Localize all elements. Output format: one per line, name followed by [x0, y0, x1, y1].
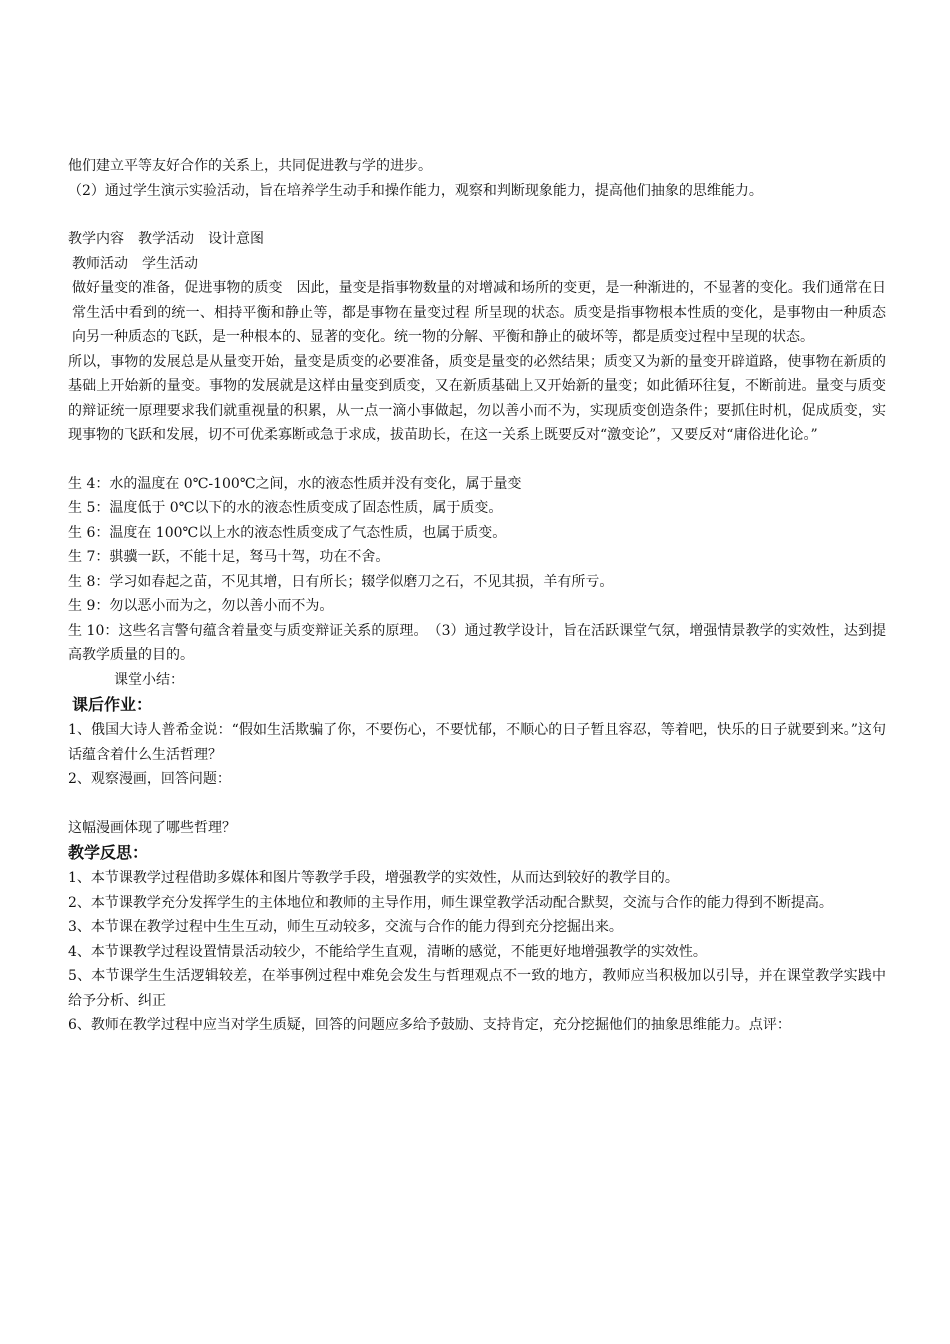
reflection-heading: 教学反思：	[68, 843, 149, 862]
student-line-7: 生 7：骐骥一跃，不能十足，驽马十驾，功在不舍。	[68, 549, 390, 565]
student-line-9: 生 9：勿以恶小而为之，勿以善小而不为。	[68, 598, 334, 614]
intro-line-2: （2）通过学生演示实验活动，旨在培养学生动手和操作能力，观察和判断现象能力，提高他们抽象的思维能力。	[68, 182, 763, 199]
intro-line-1: 他们建立平等友好合作的关系上，共同促进教与学的进步。	[68, 158, 432, 174]
reflection-item-5: 5、本节课学生生活逻辑较差，在举事例过程中难免会发生与哲理观点不一致的地方，教师应当积极加以引导，并在课堂教学实践中给予分析、纠正	[68, 968, 886, 1009]
main-paragraph-1: 做好量变的准备，促进事物的质变 因此，量变是指事物数量的对增减和场所的变更，是一种渐进的，不显著的变化。我们通常在日常生活中看到的统一、相持平衡和静止等，都是事物在量变过程 所呈现的状态。质变是指事物根本性质的变化，是事物由一种质态向另一种质态的飞跃，是一种根本的、显著的变化。统一物的分解、平衡和静止的破坏等，都是质变过程中呈现的状态。	[72, 280, 886, 345]
reflection-item-3: 3、本节课在教学过程中生生互动，师生互动较多，交流与合作的能力得到充分挖掘出来。	[68, 919, 623, 935]
homework-heading: 课后作业：	[72, 695, 153, 714]
reflection-item-2: 2、本节课教学充分发挥学生的主体地位和教师的主导作用，师生课堂教学活动配合默契，交流与合作的能力得到不断提高。	[68, 894, 833, 911]
homework-item-1: 1、俄国大诗人普希金说：“假如生活欺骗了你，不要伤心，不要忧郁，不顺心的日子暂且容忍，等着吧，快乐的日子就要到来。”这句话蕴含着什么生活哲理？	[68, 722, 886, 763]
document-page	[68, 154, 886, 1038]
class-summary-label: 课堂小结：	[114, 671, 184, 688]
student-line-10: 生 10：这些名言警句蕴含着量变与质变辩证关系的原理。 （3）通过教学设计，旨在活跃课堂气氛，增强情景教学的实效性，达到提高教学质量的目的。	[68, 622, 886, 663]
student-line-4: 生 4：水的温度在 0℃-100℃之间，水的液态性质并没有变化，属于量变	[68, 475, 522, 492]
homework-item-2: 2、观察漫画，回答问题：	[68, 771, 231, 787]
student-line-5: 生 5：温度低于 0℃以下的水的液态性质变成了固态性质，属于质变。	[68, 500, 503, 516]
reflection-item-4: 4、本节课教学过程设置情景活动较少，不能给学生直观，清晰的感觉，不能更好地增强教学的实效性。	[68, 943, 707, 960]
spacer	[68, 203, 886, 227]
homework-question: 这幅漫画体现了哪些哲理？	[68, 819, 236, 836]
student-line-8: 生 8：学习如春起之苗，不见其增，日有所长；辍学似磨刀之石，不见其损，羊有所亏。	[68, 573, 614, 590]
main-paragraph-2: 所以，事物的发展总是从量变开始，量变是质变的必要准备，质变是量变的必然结果；质变又为新的量变开辟道路，使事物在新质的基础上开始新的量变。事物的发展就是这样由量变到质变，又在新质基础上又开始新的量变；如此循环往复，不断前进。量变与质变的辩证统一原理要求我们就重视量的积累，从一点一滴小事做起，勿以善小而不为，实现质变创造条件；要抓住时机，促成质变，实现事物的飞跃和发展，切不可优柔寡断或急于求成，拔苗助长，在这一关系上既要反对“激变论”，又要反对“庸俗进化论。”	[68, 353, 886, 443]
reflection-item-1: 1、本节课教学过程借助多媒体和图片等教学手段，增强教学的实效性，从而达到较好的教学目的。	[68, 870, 679, 886]
reflection-item-6: 6、教师在教学过程中应当对学生质疑，回答的问题应多给予鼓励、支持肯定，充分挖掘他们的抽象思维能力。点评：	[68, 1017, 791, 1033]
spacer	[68, 448, 886, 472]
table-header-columns: 教学内容 教学活动 设计意图	[68, 231, 264, 247]
table-header-sub-columns: 教师活动 学生活动	[72, 255, 198, 272]
student-line-6: 生 6：温度在 100℃以上水的液态性质变成了气态性质，也属于质变。	[68, 524, 507, 541]
spacer	[68, 792, 886, 816]
